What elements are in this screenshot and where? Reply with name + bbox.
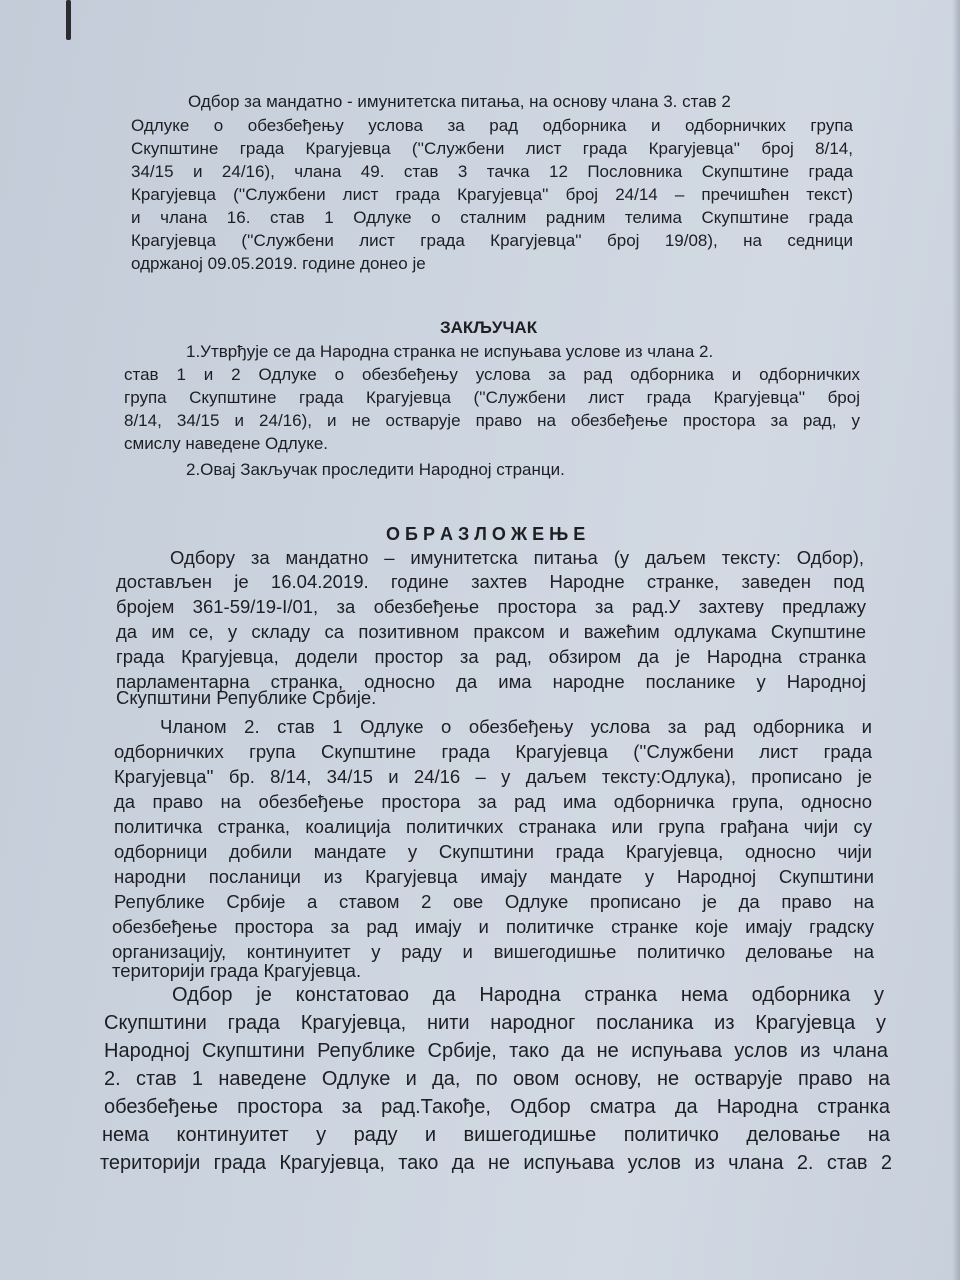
explanation-line: организацију, континуитет у раду и вишегодишње политичко деловање на <box>112 941 874 962</box>
explanation-line: 2. став 1 наведене Одлуке и да, по овом основу, не остварује право на <box>104 1068 890 1090</box>
conclusion-line: 8/14, 34/15 и 24/16), и не остварује право на обезбеђење простора за рад, у <box>124 411 860 430</box>
explanation-line: Крагујевца'' бр. 8/14, 34/15 и 24/16 – у даљем тексту:Одлука), прописано је <box>114 766 872 787</box>
explanation-line: да им се, у складу са позитивном праксом и важећим одлукама Скупштине <box>116 621 866 642</box>
explanation-line: града Крагујевца, додели простор за рад, обзиром да је Народна странка <box>116 646 866 667</box>
explanation-line: нема континуитет у раду и вишегодишње политичко деловање на <box>102 1124 890 1146</box>
explanation-line: политичка странка, коалиција политичких странака или група грађана чији су <box>114 816 872 837</box>
explanation-line: Скупштини града Крагујевца, нити народног посланика из Крагујевца у <box>104 1012 886 1034</box>
explanation-line: обезбеђење простора за рад имају и политичке странке које имају градску <box>112 916 874 937</box>
explanation-line: достављен је 16.04.2019. године захтев Народне странке, заведен под <box>116 571 864 592</box>
conclusion-title: ЗАКЉУЧАК <box>440 318 538 337</box>
explanation-line: Народној Скупштини Републике Србије, тако да не испуњава услов из члана <box>104 1040 888 1062</box>
explanation-title: О Б Р А З Л О Ж Е Њ Е <box>386 524 586 544</box>
conclusion-line: група Скупштине града Крагујевца (''Службени лист града Крагујевца'' број <box>124 388 860 407</box>
explanation-line: Републике Србије а ставом 2 ове Одлуке прописано је да право на <box>114 891 874 912</box>
page-edge-shadow <box>952 0 960 1280</box>
intro-line: Скупштине града Крагујевца (''Службени лист града Крагујевца'' број 8/14, <box>131 139 853 158</box>
intro-line: Одбор за мандатно - имунитетска питања, на основу члана 3. став 2 <box>188 92 731 111</box>
explanation-line: територији града Крагујевца, тако да не испуњава услов из члана 2. став 2 <box>100 1152 892 1174</box>
intro-line: 34/15 и 24/16), члана 49. став 3 тачка 12 Пословника Скупштине града <box>131 162 853 181</box>
intro-line: и члана 16. став 1 Одлуке о сталним радним телима Скупштине града <box>131 208 853 227</box>
conclusion-line: смислу наведене Одлуке. <box>124 434 329 453</box>
explanation-line: одборници добили мандате у Скупштини града Крагујевца, односно чији <box>114 841 872 862</box>
explanation-line: бројем 361-59/19-I/01, за обезбеђење простора за рад.У захтеву предлажу <box>116 596 866 617</box>
explanation-line: Чланом 2. став 1 Одлуке о обезбеђењу услова за рад одборника и <box>160 716 872 737</box>
explanation-line: народни посланици из Крагујевца имају мандате у Народној Скупштини <box>114 866 874 887</box>
explanation-line: територији града Крагујевца. <box>112 960 362 981</box>
explanation-line: да право на обезбеђење простора за рад има одборничка група, односно <box>114 791 872 812</box>
explanation-line: Скупштини Републике Србије. <box>116 687 377 708</box>
intro-line: Крагујевца (''Службени лист града Крагујевца'' број 24/14 – пречишћен текст) <box>131 185 853 204</box>
explanation-line: одборничких група Скупштине града Крагујевца (''Службени лист града <box>114 741 872 762</box>
intro-line: Одлуке о обезбеђењу услова за рад одборника и одборничких група <box>131 116 853 135</box>
intro-line: одржаној 09.05.2019. године донео је <box>131 254 426 273</box>
conclusion-line: став 1 и 2 Одлуке о обезбеђењу услова за рад одборника и одборничких <box>124 365 860 384</box>
explanation-line: парламентарна странка, односно да има народне посланике у Народној <box>116 671 866 692</box>
conclusion-line: 2.Овај Закључак проследити Народној странци. <box>186 460 565 479</box>
explanation-line: Одбору за мандатно – имунитетска питања (у даљем тексту: Одбор), <box>170 547 864 568</box>
explanation-line: Одбор је констатовао да Народна странка нема одборника у <box>172 984 884 1006</box>
conclusion-line: 1.Утврђује се да Народна странка не испуњава услове из члана 2. <box>186 342 714 361</box>
explanation-line: обезбеђење простора за рад.Такође, Одбор сматра да Народна странка <box>104 1096 890 1118</box>
pen-mark <box>66 0 71 40</box>
intro-line: Крагујевца (''Службени лист града Крагујевца'' број 19/08), на седници <box>131 231 853 250</box>
